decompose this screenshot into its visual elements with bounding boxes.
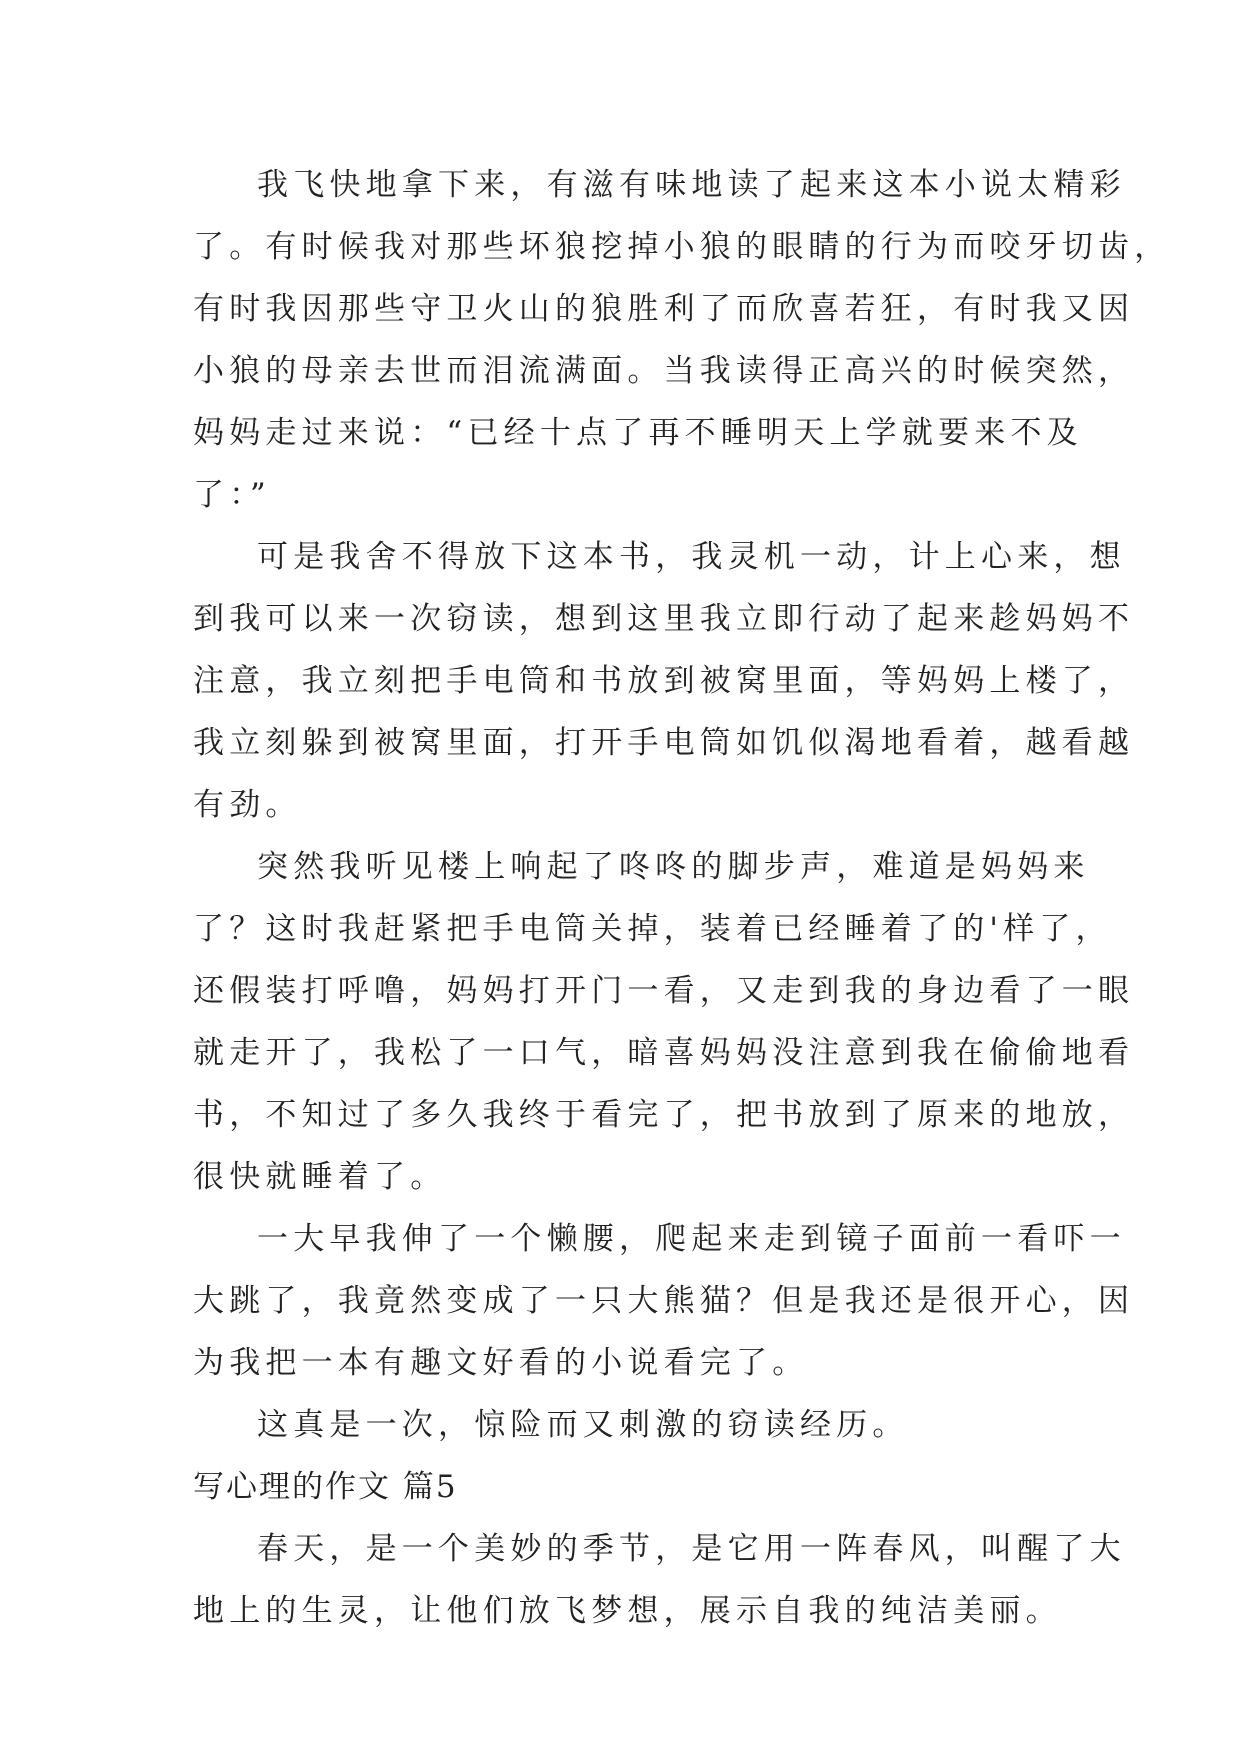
paragraph-line: 书，不知过了多久我终于看完了，把书放到了原来的地放， bbox=[193, 1097, 1135, 1133]
paragraph-line: 有时我因那些守卫火山的狼胜利了而欣喜若狂，有时我又因 bbox=[193, 291, 1135, 327]
paragraph-line: 地上的生灵，让他们放飞梦想，展示自我的纯洁美丽。 bbox=[193, 1593, 1062, 1629]
paragraph-line: 妈妈走过来说：“已经十点了再不睡明天上学就要来不及 bbox=[193, 415, 1083, 451]
paragraph-line: 到我可以来一次窃读，想到这里我立即行动了起来趁妈妈不 bbox=[193, 601, 1135, 637]
paragraph-line: 这真是一次，惊险而又刺激的窃读经历。 bbox=[257, 1407, 909, 1443]
paragraph-line: 很快就睡着了。 bbox=[193, 1159, 447, 1195]
paragraph-line: 我飞快地拿下来，有滋有味地读了起来这本小说太精彩 bbox=[257, 167, 1126, 203]
paragraph-line: 了：” bbox=[193, 477, 271, 513]
paragraph-line: 有劲。 bbox=[193, 787, 302, 823]
paragraph-line: 小狼的母亲去世而泪流满面。当我读得正高兴的时候突然， bbox=[193, 353, 1135, 389]
paragraph-line: 春天，是一个美妙的季节，是它用一阵春风，叫醒了大 bbox=[257, 1531, 1126, 1567]
paragraph-line: 为我把一本有趣文好看的小说看完了。 bbox=[193, 1345, 809, 1381]
paragraph-line: 了？这时我赶紧把手电筒关掉，装着已经睡着了的'样了， bbox=[193, 911, 1112, 947]
paragraph-line: 可是我舍不得放下这本书，我灵机一动，计上心来，想 bbox=[257, 539, 1126, 575]
paragraph-line: 一大早我伸了一个懒腰，爬起来走到镜子面前一看吓一 bbox=[257, 1221, 1126, 1257]
paragraph-line: 就走开了，我松了一口气，暗喜妈妈没注意到我在偷偷地看 bbox=[193, 1035, 1135, 1071]
paragraph-line: 突然我听见楼上响起了咚咚的脚步声，难道是妈妈来 bbox=[257, 849, 1090, 885]
paragraph-line: 我立刻躲到被窝里面，打开手电筒如饥似渴地看着，越看越 bbox=[193, 725, 1135, 761]
paragraph-line: 还假装打呼噜，妈妈打开门一看，又走到我的身边看了一眼 bbox=[193, 973, 1135, 1009]
paragraph-line: 大跳了，我竟然变成了一只大熊猫？但是我还是很开心，因 bbox=[193, 1283, 1135, 1319]
paragraph-line: 注意，我立刻把手电筒和书放到被窝里面，等妈妈上楼了， bbox=[193, 663, 1135, 699]
paragraph-line: 了。有时候我对那些坏狼挖掉小狼的眼睛的行为而咬牙切齿， bbox=[193, 229, 1171, 265]
section-heading: 写心理的作文 篇5 bbox=[193, 1469, 458, 1505]
